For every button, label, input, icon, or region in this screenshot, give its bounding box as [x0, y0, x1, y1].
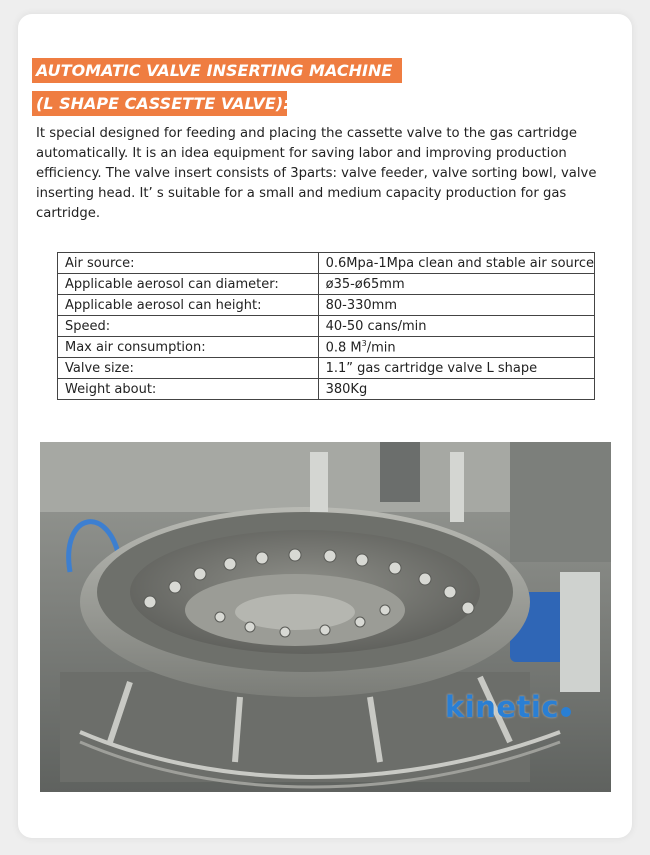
- spec-label: Max air consumption:: [58, 337, 319, 358]
- table-row: [58, 379, 595, 400]
- table-row: [58, 358, 595, 379]
- spec-value-sup: 3: [361, 338, 367, 348]
- spec-value: [318, 337, 594, 358]
- watermark-text: kinetic: [445, 690, 560, 724]
- spec-value: 80-330mm: [318, 295, 594, 316]
- spec-value: 40-50 cans/min: [318, 316, 594, 337]
- spec-label: Valve size:: [58, 358, 319, 379]
- spec-table: [57, 252, 595, 400]
- table-row: [58, 337, 595, 358]
- title-line-1: AUTOMATIC VALVE INSERTING MACHINE: [32, 58, 402, 83]
- table-row: [58, 295, 595, 316]
- spec-label: Applicable aerosol can diameter:: [58, 274, 319, 295]
- table-row: [58, 274, 595, 295]
- spec-label: Air source:: [58, 253, 319, 274]
- watermark-dot-icon: [561, 707, 571, 717]
- machine-photo: [40, 442, 611, 792]
- spec-value: 380Kg: [318, 379, 594, 400]
- kinetic-watermark: [445, 690, 571, 724]
- intro-paragraph: It special designed for feeding and placing the cassette valve to the gas cartridge automatically. It is an idea equipment for saving labor and improving production efficiency. The valve insert consists of 3parts: valve feeder, valve sorting bowl, valve inserting head. It’ s suitable for a small and medium capacity production for gas cartridge.: [36, 126, 597, 221]
- spec-label: Weight about:: [58, 379, 319, 400]
- spec-value: 0.6Mpa-1Mpa clean and stable air source: [318, 253, 594, 274]
- table-row: [58, 253, 595, 274]
- spec-value-main: 0.8 M: [325, 340, 362, 356]
- spec-label: Speed:: [58, 316, 319, 337]
- title-line-2: (L SHAPE CASSETTE VALVE):: [32, 91, 287, 116]
- spec-value-tail: /min: [366, 340, 396, 356]
- table-row: [58, 316, 595, 337]
- spec-value: 1.1” gas cartridge valve L shape: [318, 358, 594, 379]
- spec-value: ø35-ø65mm: [318, 274, 594, 295]
- spec-label: Applicable aerosol can height:: [58, 295, 319, 316]
- machine-illustration: [40, 442, 611, 792]
